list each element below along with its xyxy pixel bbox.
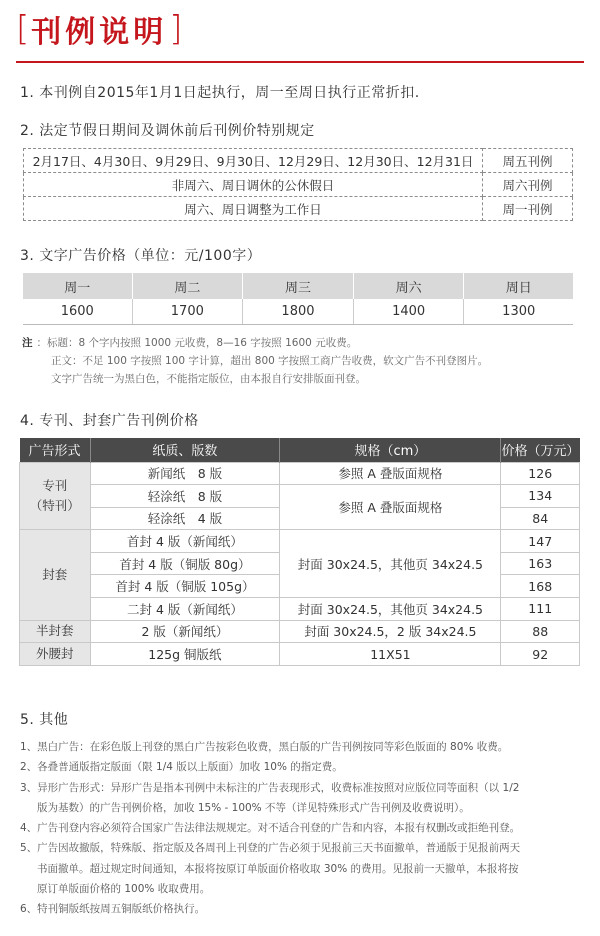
table-row [20,620,580,643]
list-item-continuation: 版为基数）的广告刊例价格，加收 15% - 100% 不等（详见特殊形式广告刊例及收费说明）。 [37,801,470,814]
special-issue-price-table [19,438,580,666]
dates-cell: 非周六、周日调休的公休假日 [24,173,483,197]
price-cell: 1800 [243,299,354,324]
price-cell: 126 [501,462,580,485]
table-row [20,643,580,666]
list-item: 1、黑白广告：在彩色版上刊登的黑白广告按彩色收费，黑白版的广告刊例按同等彩色版面的 80% 收费。 [20,741,509,753]
table-row [20,462,580,485]
paper-cell: 轻涂纸 4 版 [90,507,280,530]
section-5-heading: 5. 其他 [20,712,69,728]
table-row [23,299,573,324]
paper-cell: 首封 4 版（铜版 80g） [90,552,280,575]
list-item: 4、广告刊登内容必须符合国家广告法律法规规定。对不适合刊登的广告和内容，本报有权删改或拒绝刊登。 [20,822,521,835]
column-header: 周三 [243,273,354,299]
dates-cell: 周六、周日调整为工作日 [24,197,483,221]
column-header: 周二 [132,273,243,299]
price-cell: 168 [501,575,580,598]
ad-type-cell [20,462,91,530]
paper-cell: 首封 4 版（新闻纸） [90,530,280,553]
notes-label: 注 [22,337,33,349]
price-cell: 1400 [353,299,464,324]
list-item: 6、特刊铜版纸按周五铜版纸价格执行。 [20,903,206,916]
list-item-continuation: 原订单版面价格的 100% 收取费用。 [37,883,211,896]
price-cell: 84 [501,507,580,530]
price-cell: 92 [501,643,580,666]
rate-cell: 周六刊例 [483,173,573,197]
title-text: 刊例说明 [31,15,168,50]
section-3-heading: 3. 文字广告价格（单位：元/100字） [20,248,262,264]
price-cell: 1600 [23,299,132,324]
table-row [20,485,580,508]
list-item: 5、广告因故撤版，特殊版、指定版及各周刊上刊登的广告必须于见报前三天书面撤单，普通版于见报前两天 [20,842,521,855]
price-cell: 111 [501,598,580,621]
notes-line: ：标题：8 个字内按照 1000 元收费，8—16 字按照 1600 元收费。 [36,337,358,349]
table-header-row [23,273,573,299]
table-row [24,149,573,173]
section-4-heading: 4. 专刊、封套广告刊例价格 [20,413,199,429]
holiday-rule-table [23,148,573,221]
spec-cell: 参照 A 叠版面规格 [280,485,501,530]
notes-block [22,334,488,388]
column-header: 周一 [23,273,132,299]
ad-type-sublabel: （特刊） [29,497,80,513]
list-item-continuation: 书面撤单。超过规定时间通知，本报将按原订单版面价格收取 30% 的费用。见报前一天撤单，本报将按 [37,862,519,875]
column-header: 广告形式 [20,438,91,462]
table-row [24,197,573,221]
table-row [20,598,580,621]
title-close-bracket: ] [169,9,183,49]
paper-cell: 首封 4 版（铜版 105g） [90,575,280,598]
notes-line: 文字广告统一为黑白色，不能指定版位，由本报自行安排版面刊登。 [51,373,366,385]
paper-cell: 轻涂纸 8 版 [90,485,280,508]
column-header: 规格（cm） [280,438,501,462]
text-ad-price-table [23,273,573,325]
list-item: 2、各叠普通版指定版面（限 1/4 版以上版面）加收 10% 的指定费。 [20,761,343,774]
price-cell: 163 [501,552,580,575]
spec-cell: 封面 30x24.5，其他页 34x24.5 [280,598,501,621]
ad-type-label: 专刊 [42,477,68,493]
ad-type-cell: 半封套 [20,620,91,643]
section-1-text: 1. 本刊例自2015年1月1日起执行，周一至周日执行正常折扣. [20,85,420,101]
spec-cell: 封面 30x24.5，其他页 34x24.5 [280,530,501,598]
column-header: 纸质、版数 [90,438,280,462]
page-title [16,6,183,52]
paper-cell: 新闻纸 8 版 [90,462,280,485]
table-header-row [20,438,580,462]
price-cell: 1300 [464,299,573,324]
spec-cell: 封面 30x24.5，2 版 34x24.5 [280,620,501,643]
price-cell: 147 [501,530,580,553]
dates-cell: 2月17日、4月30日、9月29日、9月30日、12月29日、12月30日、12月31日 [24,149,483,173]
spec-cell: 11X51 [280,643,501,666]
ad-type-cell: 封套 [20,530,91,620]
spec-cell: 参照 A 叠版面规格 [280,462,501,485]
notes-line: 正文：不足 100 字按照 100 字计算，超出 800 字按照工商广告收费，软文广告不刊登图片。 [51,355,489,367]
title-divider [16,61,584,63]
price-cell: 1700 [132,299,243,324]
ad-type-cell: 外腰封 [20,643,91,666]
paper-cell: 二封 4 版（新闻纸） [90,598,280,621]
rate-cell: 周一刊例 [483,197,573,221]
column-header: 周六 [353,273,464,299]
list-item: 3、异形广告形式：异形广告是指本刊例中未标注的广告表现形式，收费标准按照对应版位同等面积（以 1/2 [20,781,520,794]
title-open-bracket: [ [16,9,30,49]
rate-cell: 周五刊例 [483,149,573,173]
paper-cell: 2 版（新闻纸） [90,620,280,643]
price-cell: 88 [501,620,580,643]
section-2-heading: 2. 法定节假日期间及调休前后刊例价特别规定 [20,123,315,139]
other-terms-list [20,737,588,920]
price-cell: 134 [501,485,580,508]
column-header: 周日 [464,273,573,299]
column-header: 价格（万元） [501,438,580,462]
paper-cell: 125g 铜版纸 [90,643,280,666]
table-row [20,530,580,553]
table-row [24,173,573,197]
